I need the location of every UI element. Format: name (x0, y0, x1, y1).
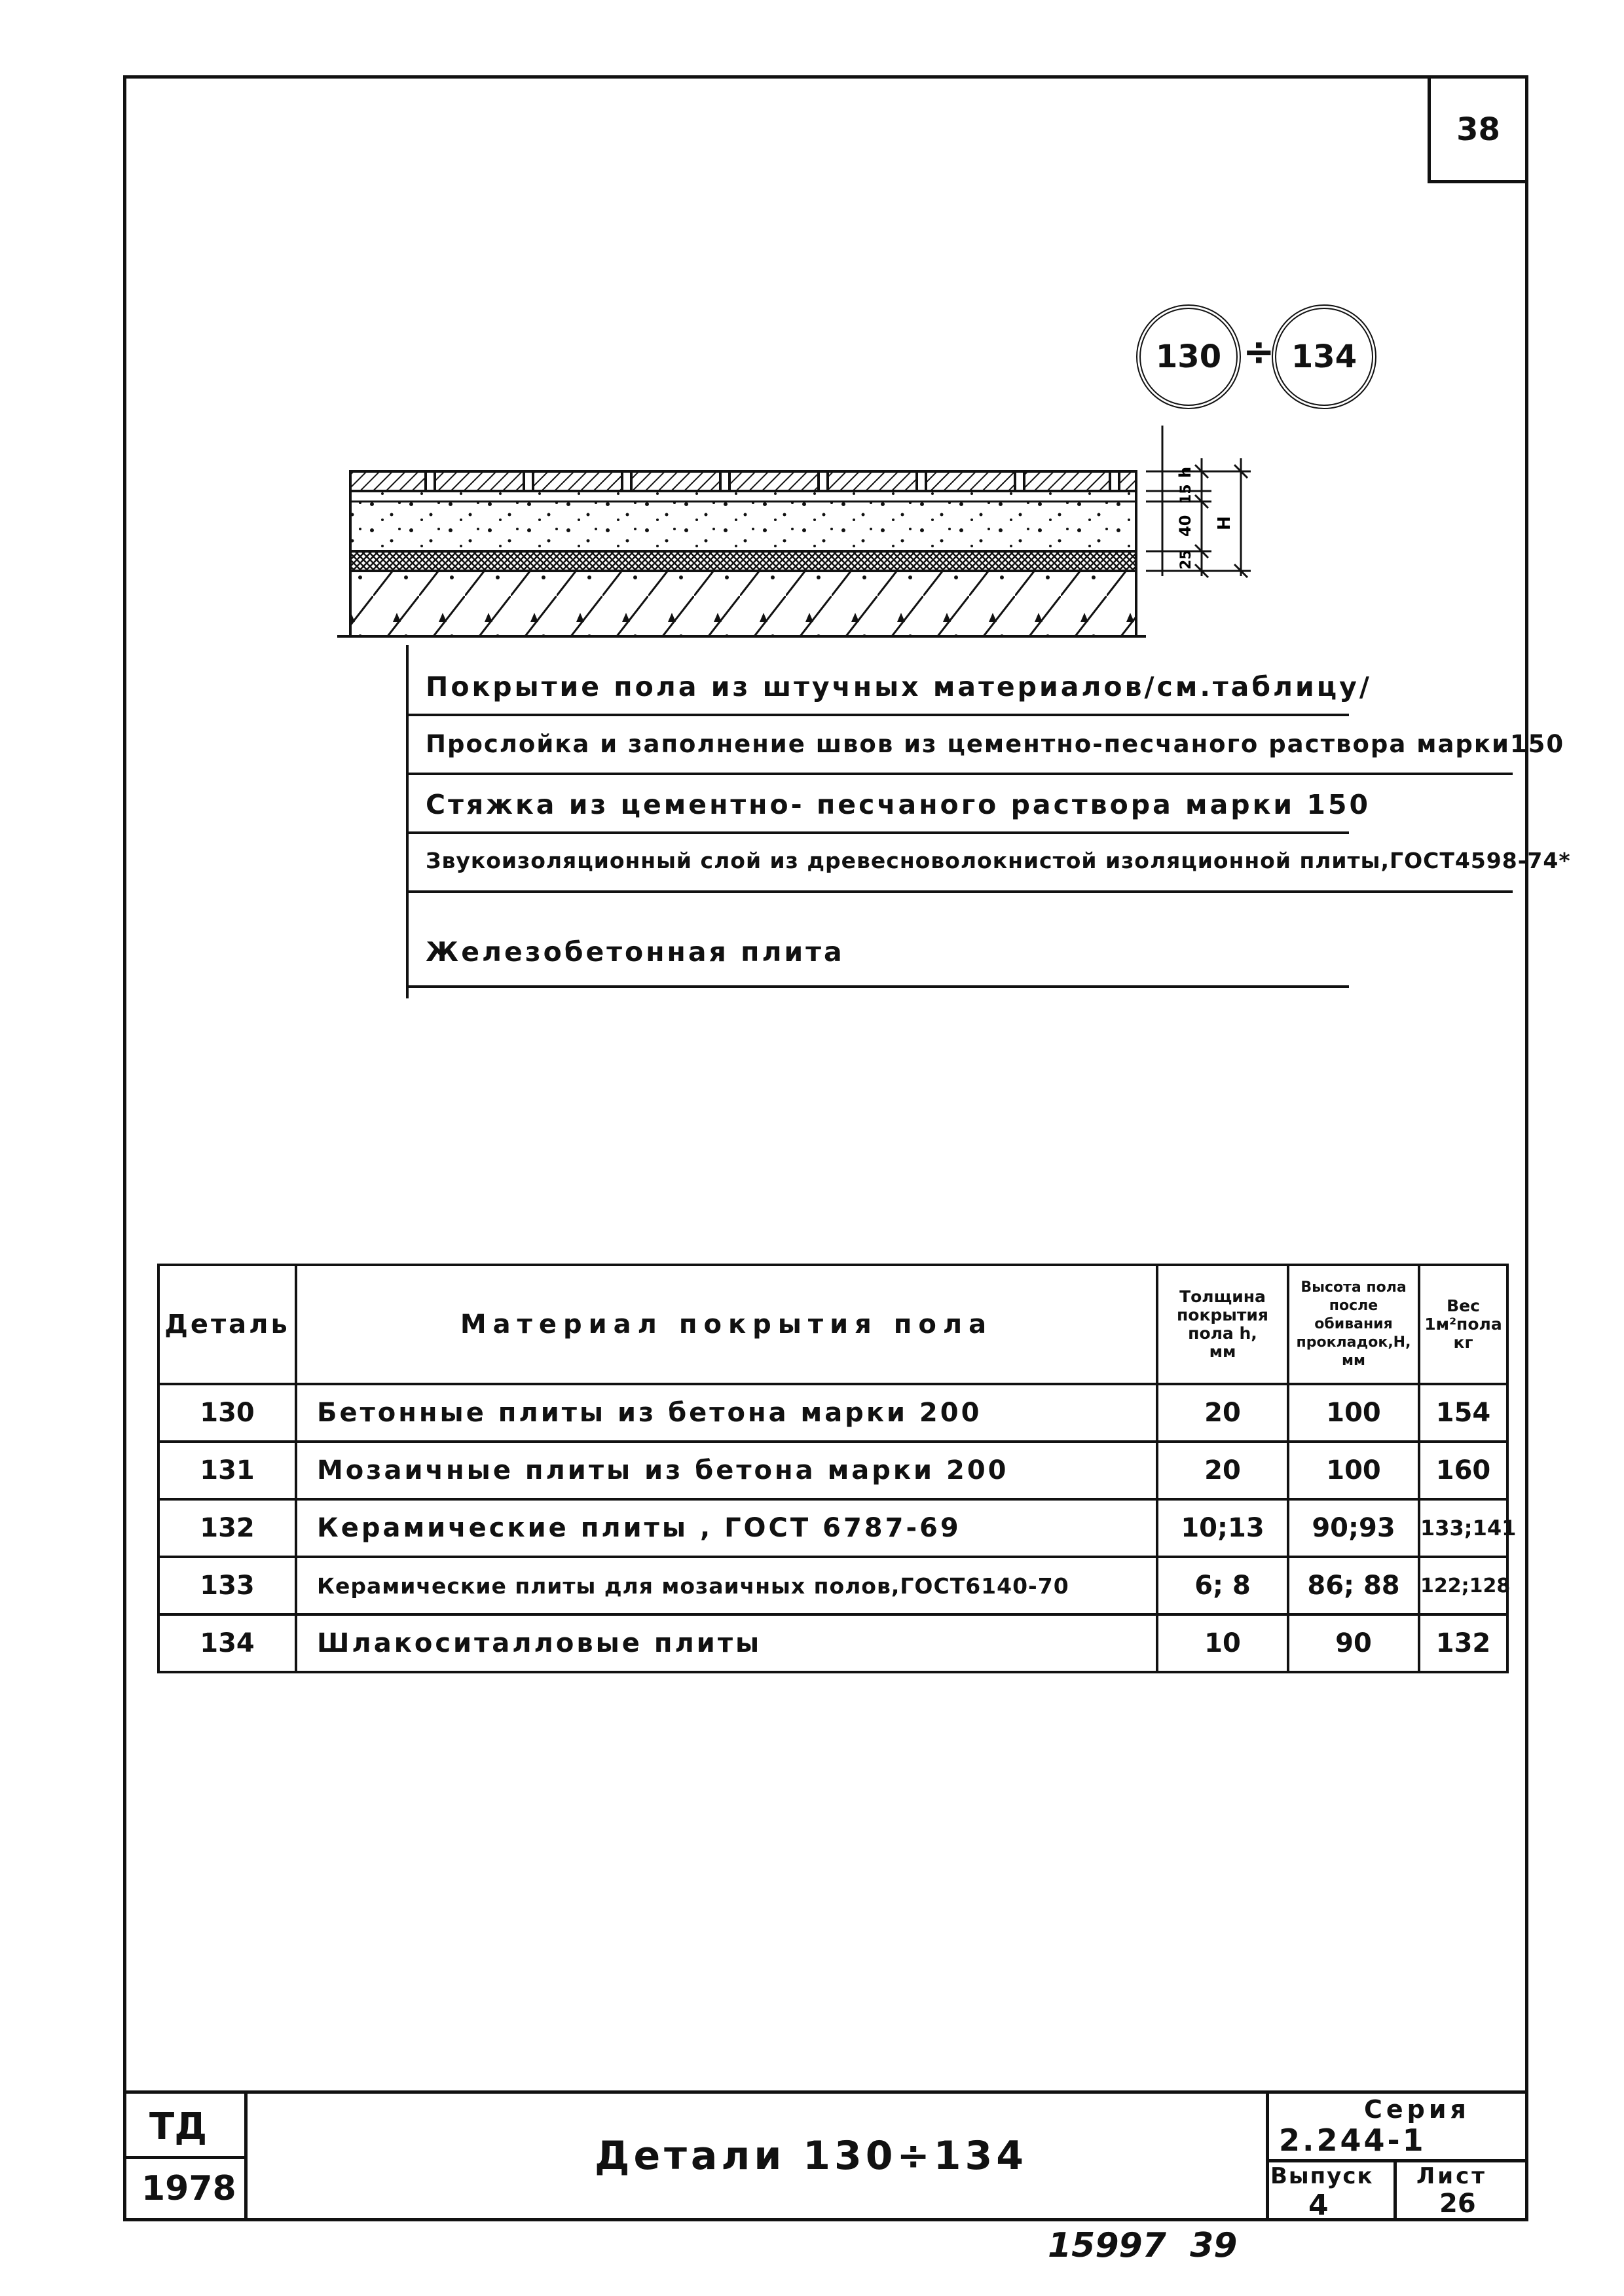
dim-40: 40 (1176, 515, 1194, 537)
title-block (123, 2090, 1528, 2221)
legend-rule (406, 890, 1513, 893)
issue-value: 4 (1308, 2189, 1329, 2222)
sheet-number: 38 (1428, 79, 1526, 183)
dim-h: h (1176, 466, 1194, 478)
legend-item-3: Стяжка из цементно- песчаного раствора марки 150 (426, 789, 1371, 820)
divider (244, 2094, 248, 2221)
header-detail: Деталь (158, 1265, 296, 1384)
legend-rule (406, 831, 1349, 834)
dim-25: 25 (1178, 549, 1194, 570)
divider (1393, 2159, 1397, 2221)
table-row: 130 Бетонные плиты из бетона марки 200 20 100 154 (158, 1384, 1507, 1442)
divider (123, 2156, 244, 2159)
dim-15: 15 (1178, 484, 1194, 504)
org-label: ТД (149, 2105, 208, 2148)
dim-H: H (1215, 516, 1234, 530)
legend-rule (406, 714, 1349, 716)
divider (1266, 2159, 1528, 2162)
legend-item-1: Покрытие пола из штучных материалов/см.таблицу/ (426, 671, 1372, 702)
header-thickness: Толщина покрытия пола h, мм (1157, 1265, 1288, 1384)
drawing-title: Детали 130÷134 (595, 2133, 1028, 2179)
divider (1266, 2094, 1269, 2221)
table-row: 132 Керамические плиты , ГОСТ 6787-69 10;13 90;93 133;141 (158, 1499, 1507, 1557)
legend-rule (406, 985, 1349, 988)
sheet-value: 26 (1439, 2189, 1476, 2219)
detail-circle-from: 130 (1136, 304, 1241, 409)
table-row: 133 Керамические плиты для мозаичных полов,ГОСТ6140-70 6; 8 86; 88 122;128 (158, 1557, 1507, 1614)
materials-table (157, 1264, 1517, 1673)
table-row: 134 Шлакоситалловые плиты 10 90 132 (158, 1614, 1507, 1672)
legend-item-4: Звукоизоляционный слой из древесноволокнистой изоляционной плиты,ГОСТ4598-74* (426, 848, 1571, 873)
legend-item-2: Прослойка и заполнение швов из цементно-песчаного раствора марки150 (426, 730, 1565, 758)
legend-leader (406, 645, 409, 998)
floor-section-drawing (327, 419, 1310, 661)
table-row: 131 Мозаичные плиты из бетона марки 200 20 100 160 (158, 1442, 1507, 1499)
legend-rule (406, 773, 1513, 775)
footer-note: 15997 39 (1048, 2226, 1238, 2265)
issue-label: Выпуск (1270, 2163, 1374, 2189)
header-weight: Вес 1м²пола кг (1419, 1265, 1507, 1384)
header-material: Материал покрытия пола (296, 1265, 1157, 1384)
year-label: 1978 (141, 2169, 236, 2208)
detail-circle-to: 134 (1272, 304, 1376, 409)
detail-range-separator: ÷ (1243, 329, 1275, 374)
sheet-label: Лист (1416, 2163, 1487, 2189)
series-label: Серия (1364, 2095, 1470, 2124)
legend-item-5: Железобетонная плита (426, 936, 845, 968)
series-value: 2.244-1 (1279, 2123, 1426, 2158)
header-height: Высота пола после обивания прокладок,H, мм (1288, 1265, 1419, 1384)
